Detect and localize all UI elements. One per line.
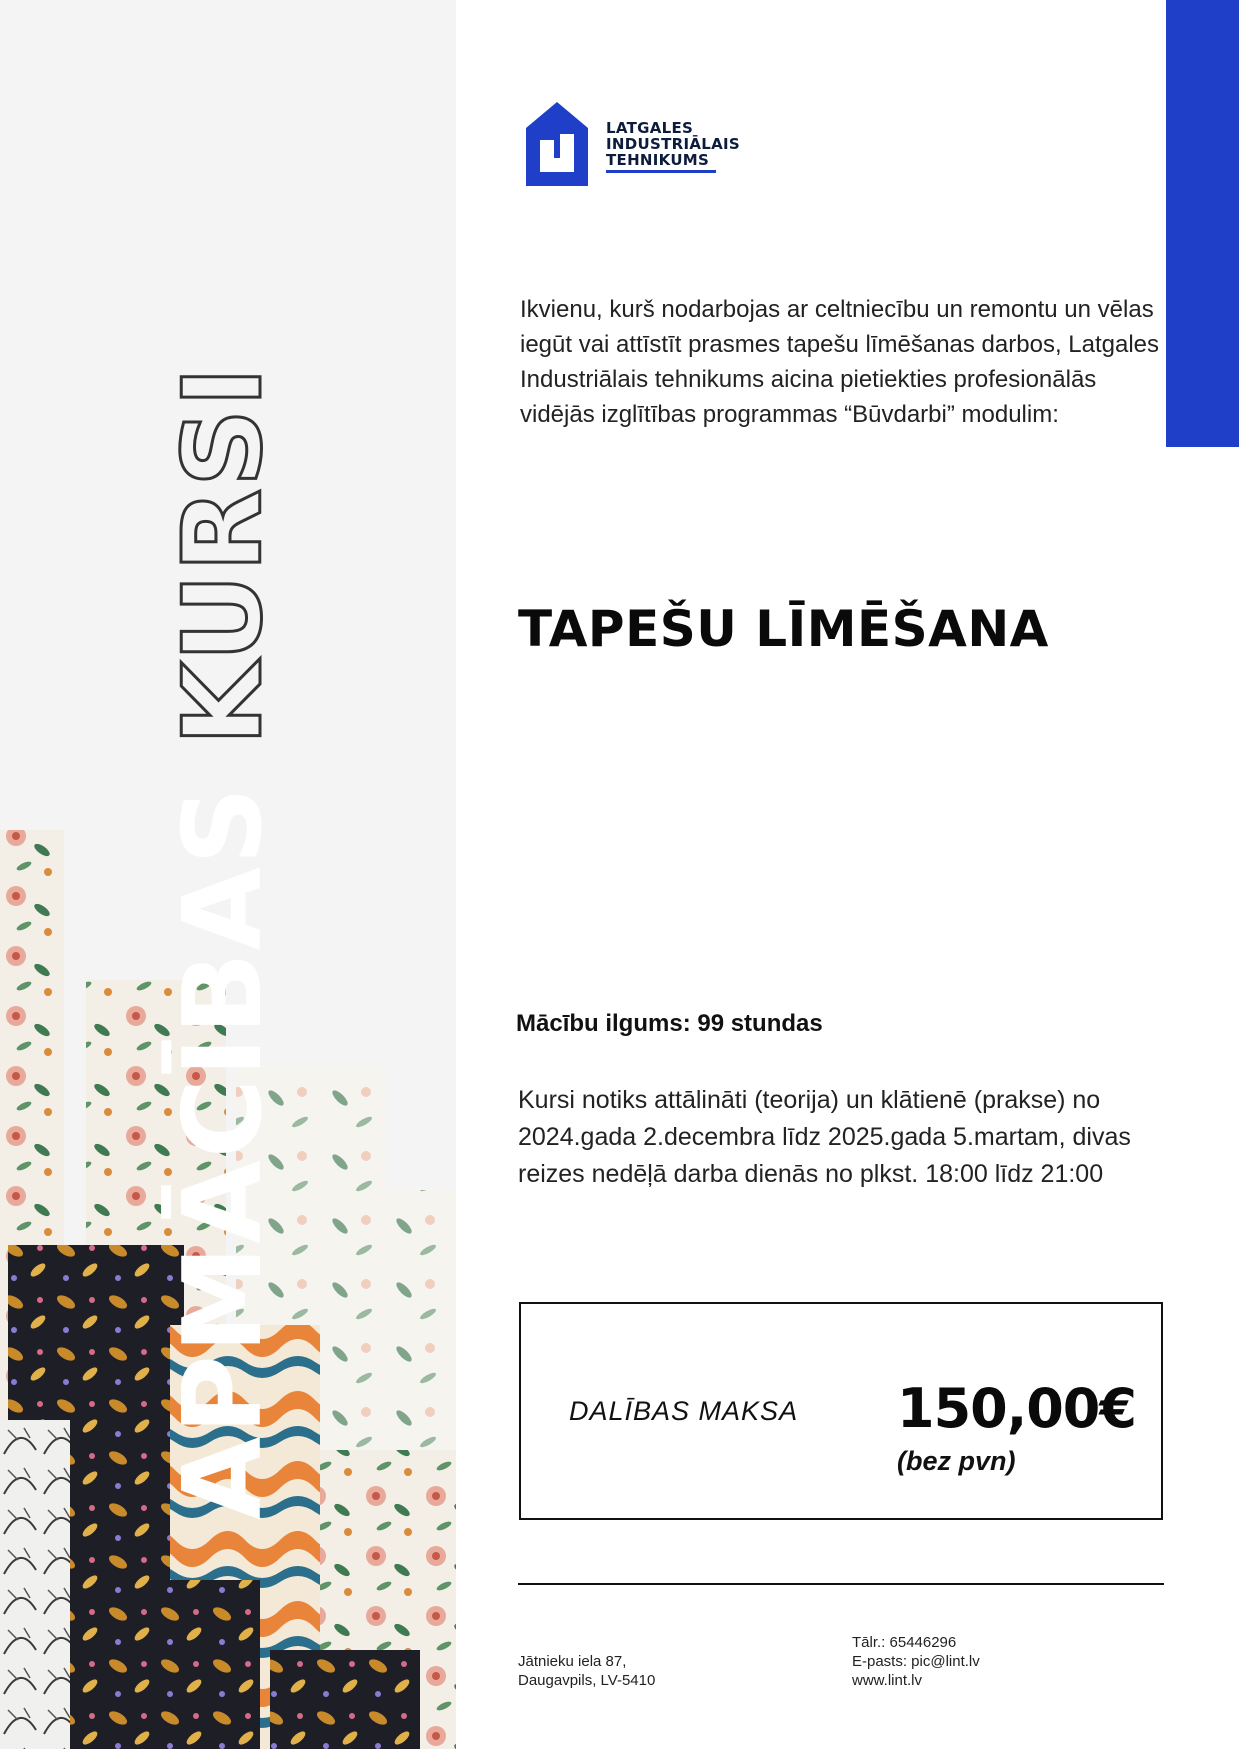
fee-amount: 150,00€: [897, 1377, 1136, 1440]
school-logo: [524, 100, 740, 186]
intro-paragraph: Ikvienu, kurš nodarbojas ar celtniecību un remontu un vēlas iegūt vai attīstīt prasmes tapešu līmēšanas darbos, Latgales Industriālais tehnikums aicina pietiekties profesionālās vidējās izglītības programmas “Būvdarbi” modulim:: [520, 296, 1160, 428]
fee-box: [519, 1302, 1163, 1520]
vertical-course-heading: [161, 364, 286, 1520]
logo-wordmark: [606, 120, 740, 173]
logo-line-2: INDUSTRIĀLAIS: [606, 135, 740, 153]
address-line: Daugavpils, LV-5410: [518, 1672, 656, 1689]
vertical-heading-outlined: KURSI: [161, 364, 286, 746]
contact-phone: Tālr.: 65446296: [852, 1634, 957, 1651]
fee-label: DALĪBAS MAKSA: [569, 1396, 799, 1426]
logo-underline: [606, 170, 716, 173]
fee-note: (bez pvn): [897, 1446, 1016, 1476]
vertical-heading-filled: APMĀCĪBAS: [161, 785, 286, 1520]
contact-email: E-pasts: pic@lint.lv: [852, 1653, 980, 1670]
course-duration: Mācību ilgums: 99 stundas: [516, 1010, 823, 1037]
footer-address: [518, 1652, 655, 1690]
course-title: TAPEŠU LĪMĒŠANA: [518, 600, 1049, 658]
accent-bar: [1166, 0, 1239, 447]
course-schedule: Kursi notiks attālināti (teorija) un klātienē (prakse) no 2024.gada 2.decembra līdz 2025.gada 5.martam, divas reizes nedēļā darba dienās no plkst. 18:00 līdz 21:00: [518, 1086, 1131, 1188]
house-arch-logo-icon: [524, 100, 590, 186]
logo-line-1: LATGALES: [606, 119, 694, 137]
left-decorative-panel: [0, 0, 456, 1749]
logo-line-3: TEHNIKUMS: [606, 151, 710, 169]
footer-contacts: [852, 1633, 980, 1690]
footer-divider: [518, 1583, 1164, 1585]
contact-website: www.lint.lv: [852, 1672, 923, 1689]
address-line: Jātnieku iela 87,: [518, 1653, 627, 1670]
